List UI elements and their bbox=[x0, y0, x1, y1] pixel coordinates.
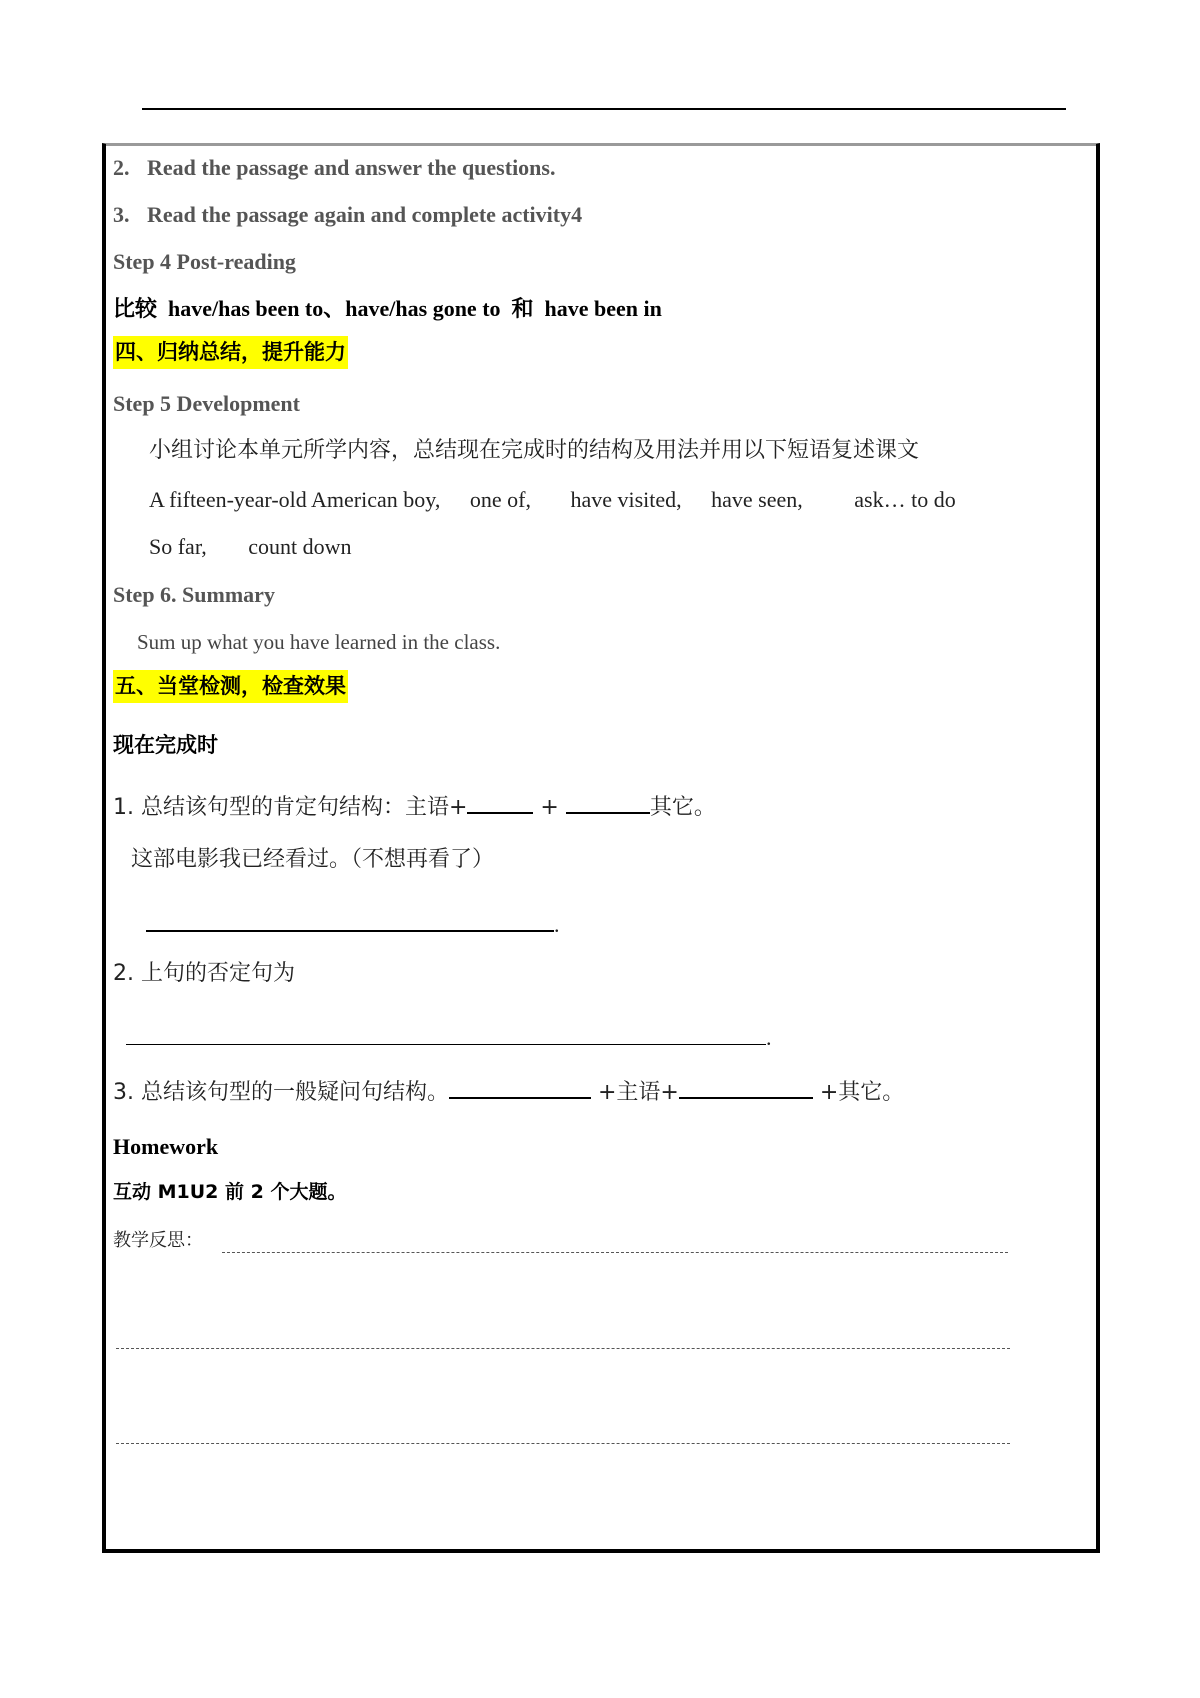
blank-4[interactable] bbox=[679, 1077, 813, 1099]
homework-title: Homework bbox=[113, 1134, 219, 1159]
blank-2[interactable] bbox=[566, 792, 650, 814]
section5-heading: 五、当堂检测，检查效果 bbox=[113, 676, 348, 697]
answer-blank-2[interactable] bbox=[126, 1024, 766, 1045]
summary-text: Sum up what you have learned in the class. bbox=[137, 630, 501, 654]
phrase-row-1: A fifteen-year-old American boy, one of, have visited, have seen, ask… to do bbox=[149, 487, 956, 512]
step6-heading: Step 6. Summary bbox=[113, 582, 275, 607]
present-perfect-title: 现在完成时 bbox=[113, 733, 218, 757]
answer-line-1: . bbox=[146, 910, 560, 936]
section4-heading: 四、归纳总结，提升能力 bbox=[113, 342, 348, 363]
list-item-2: 2. Read the passage and answer the questions. bbox=[113, 155, 556, 180]
development-instruction: 小组讨论本单元所学内容，总结现在完成时的结构及用法并用以下短语复述课文 bbox=[149, 438, 920, 463]
question-1-sentence: 这部电影我已经看过。（不想再看了） bbox=[131, 847, 495, 872]
reflection-label: 教学反思： bbox=[113, 1230, 203, 1251]
homework-text: 互动 M1U2 前 2 个大题。 bbox=[113, 1181, 347, 1203]
question-1: 1. 总结该句型的肯定句结构：主语+ + 其它。 bbox=[113, 792, 716, 819]
step4-heading: Step 4 Post-reading bbox=[113, 249, 296, 274]
question-3: 3. 总结该句型的一般疑问句结构。 +主语+ +其它。 bbox=[113, 1077, 904, 1104]
phrase-row-2: So far, count down bbox=[149, 534, 352, 559]
compare-line: 比较 have/has been to、have/has gone to 和 have been in bbox=[113, 296, 662, 322]
header-rule bbox=[142, 108, 1066, 110]
reflection-line-2[interactable] bbox=[116, 1348, 1010, 1349]
reflection-line-3[interactable] bbox=[116, 1443, 1010, 1444]
blank-3[interactable] bbox=[449, 1077, 591, 1099]
answer-blank-1[interactable] bbox=[146, 910, 554, 932]
reflection-line-1[interactable] bbox=[222, 1252, 1008, 1253]
blank-1[interactable] bbox=[467, 792, 533, 814]
question-2: 2. 上句的否定句为 bbox=[113, 961, 295, 986]
answer-line-2: . bbox=[126, 1024, 772, 1049]
step5-heading: Step 5 Development bbox=[113, 391, 300, 416]
list-item-3: 3. Read the passage again and complete activity4 bbox=[113, 202, 583, 227]
